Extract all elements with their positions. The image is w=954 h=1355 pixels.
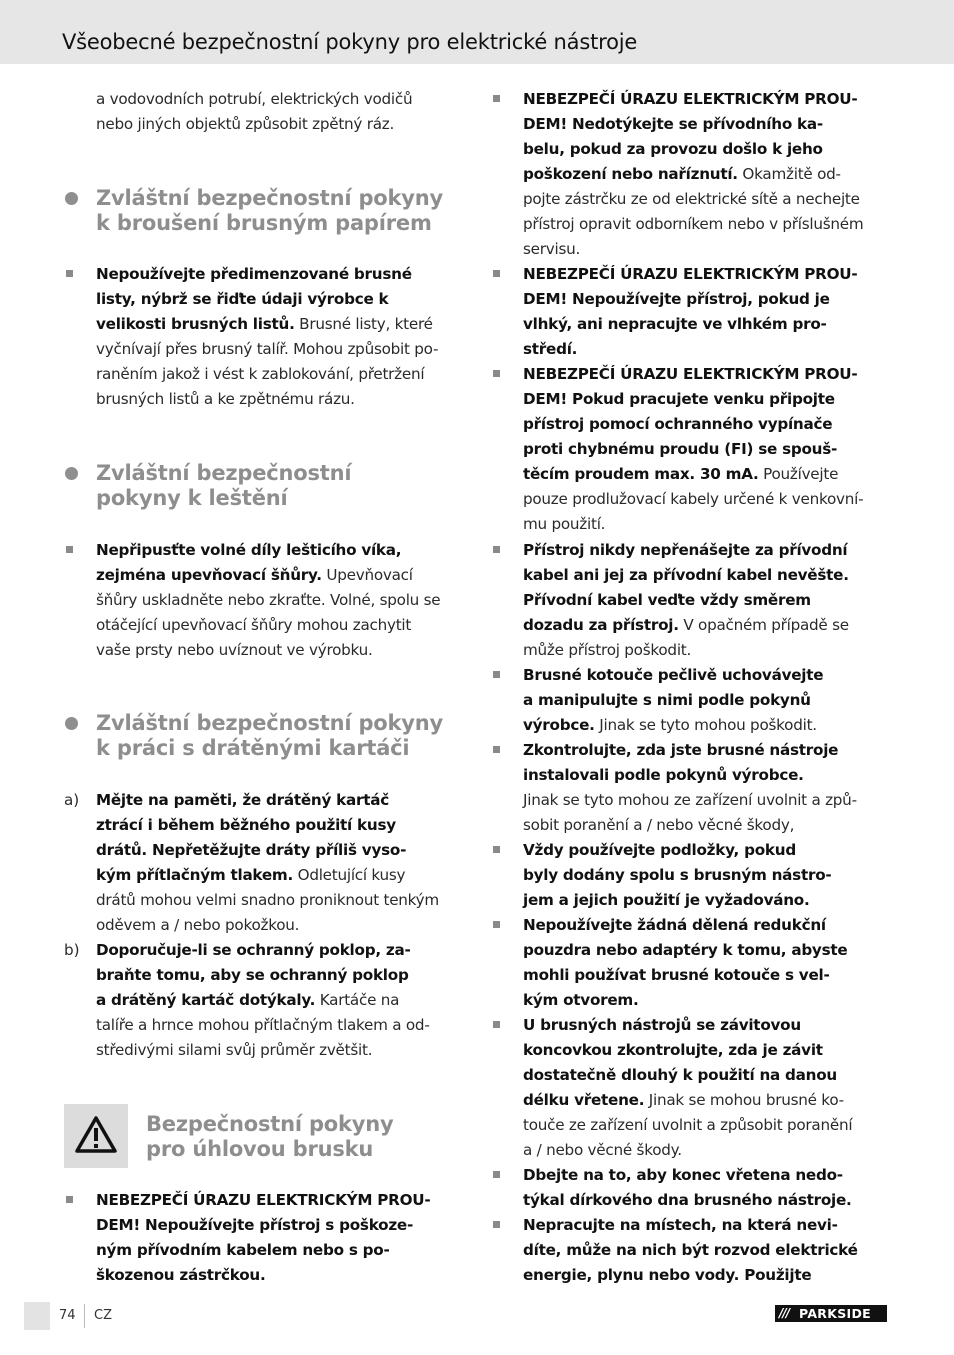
square-bullet-icon	[493, 746, 500, 753]
bold-text: Doporučuje-li se ochranný poklop, za-	[96, 941, 411, 959]
bold-text: Nepoužívejte předimenzované brusné	[96, 265, 412, 283]
list-item	[523, 1213, 858, 1288]
section-bullet-icon	[65, 467, 78, 480]
parkside-logo	[775, 1305, 887, 1322]
section-bullet-icon	[65, 192, 78, 205]
bold-text: díte, může na nich být rozvod elektrické	[523, 1241, 858, 1259]
square-bullet-icon	[493, 671, 500, 678]
list-item	[523, 87, 863, 262]
body-text: V opačném případě se	[678, 616, 849, 634]
list-item	[523, 738, 857, 838]
bold-text: výrobce.	[523, 716, 595, 734]
bold-text: délku vřetene.	[523, 1091, 645, 1109]
body-text: Okamžitě od-	[737, 165, 841, 183]
bold-text: týkal dírkového dna brusného nástroje.	[523, 1191, 852, 1209]
language-code: CZ	[94, 1308, 112, 1323]
bold-text: Brusné kotouče pečlivě uchovávejte	[523, 666, 824, 684]
square-bullet-icon	[493, 270, 500, 277]
square-bullet-icon	[493, 370, 500, 377]
list-item	[523, 1013, 852, 1163]
text-line: středivými silami svůj průměr zvětšit.	[96, 1041, 373, 1059]
text-line: Jinak se tyto mohou ze zařízení uvolnit a způ-	[523, 791, 857, 809]
body-text: Odletující kusy	[293, 866, 406, 884]
page-title: Všeobecné bezpečnostní pokyny pro elektrické nástroje	[62, 30, 638, 54]
bold-text: byly dodány spolu s brusným nástro-	[523, 866, 832, 884]
list-item	[523, 1163, 852, 1213]
bold-text: Dbejte na to, aby konec vřetena nedo-	[523, 1166, 843, 1184]
footer-tab	[24, 1302, 50, 1330]
bold-text: Nepřipusťte volné díly lešticího víka,	[96, 541, 402, 559]
heading-line: Zvláštní bezpečnostní	[96, 461, 352, 485]
text-line: a / nebo věcné škody.	[523, 1141, 682, 1159]
bold-text: Vždy používejte podložky, pokud	[523, 841, 796, 859]
list-item	[96, 1188, 430, 1288]
body-text: Jinak se tyto mohou poškodit.	[594, 716, 817, 734]
bold-text: Nepoužívejte žádná dělená redukční	[523, 916, 826, 934]
bold-text: listy, nýbrž se řiďte údaji výrobce k	[96, 290, 389, 308]
bold-text: a drátěný kartáč dotýkaly.	[96, 991, 316, 1009]
bold-text: U brusných nástrojů se závitovou	[523, 1016, 801, 1034]
text-line: talíře a hrnce mohou přítlačným tlakem a od-	[96, 1016, 430, 1034]
text-line: touče ze zařízení uvolnit a způsobit poranění	[523, 1116, 853, 1134]
bold-text: dozadu za přístroj.	[523, 616, 679, 634]
text-line: raněním jakož i vést k zablokování, přetržení	[96, 365, 425, 383]
body-text: Kartáče na	[315, 991, 400, 1009]
section-heading-wire-brushes	[96, 711, 443, 761]
text-line: mu použití.	[523, 515, 606, 533]
bold-text: kabel ani jej za přívodní kabel nevěšte.	[523, 566, 849, 584]
page-header	[0, 0, 954, 64]
footer-divider	[84, 1304, 85, 1328]
bold-text: velikosti brusných listů.	[96, 315, 295, 333]
body-text: Upevňovací	[321, 566, 413, 584]
square-bullet-icon	[66, 546, 73, 553]
bold-text: NEBEZPEČÍ ÚRAZU ELEKTRICKÝM PROU-	[523, 90, 858, 108]
bold-text: braňte tomu, aby se ochranný poklop	[96, 966, 409, 984]
section-heading-sanding	[96, 186, 443, 236]
square-bullet-icon	[493, 95, 500, 102]
bold-text: zejména upevňovací šňůry.	[96, 566, 322, 584]
text-line: brusných listů a ke zpětnému rázu.	[96, 390, 355, 408]
list-item	[96, 938, 430, 1063]
bold-text: a manipulujte s nimi podle pokynů	[523, 691, 811, 709]
square-bullet-icon	[493, 1171, 500, 1178]
bold-text: Mějte na paměti, že drátěný kartáč	[96, 791, 390, 809]
square-bullet-icon	[493, 1221, 500, 1228]
heading-line: Zvláštní bezpečnostní pokyny	[96, 186, 444, 210]
list-marker: b)	[64, 941, 80, 959]
square-bullet-icon	[493, 1021, 500, 1028]
bold-text: energie, plynu nebo vody. Použijte	[523, 1266, 812, 1284]
bold-text: koncovkou zkontrolujte, zda je závit	[523, 1041, 823, 1059]
square-bullet-icon	[66, 270, 73, 277]
bold-text: Nepracujte na místech, na která nevi-	[523, 1216, 838, 1234]
list-item	[523, 362, 863, 537]
text-line: nebo jiných objektů způsobit zpětný ráz.	[96, 115, 395, 133]
list-item	[523, 262, 857, 362]
list-item	[523, 538, 849, 663]
text-line: servisu.	[523, 240, 581, 258]
bold-text: DEM! Pokud pracujete venku připojte	[523, 390, 835, 408]
bold-text: středí.	[523, 340, 578, 358]
list-marker: a)	[64, 791, 80, 809]
text-line: přístroj opravit odborníkem nebo v příslušném	[523, 215, 864, 233]
bold-text: DEM! Nepoužívejte přístroj s poškoze-	[96, 1216, 414, 1234]
text-line: pouze prodlužovací kabely určené k venkovní-	[523, 490, 864, 508]
bold-text: mohli používat brusné kotouče s vel-	[523, 966, 830, 984]
bold-text: DEM! Nedotýkejte se přívodního ka-	[523, 115, 823, 133]
text-line: vyčnívají přes brusný talíř. Mohou způsobit po-	[96, 340, 439, 358]
bold-text: proti chybnému proudu (FI) se spouš-	[523, 440, 838, 458]
bold-text: drátů. Nepřetěžujte dráty příliš vyso-	[96, 841, 407, 859]
text-line: pojte zástrčku ze od elektrické sítě a nechejte	[523, 190, 860, 208]
bold-text: instalovali podle pokynů výrobce.	[523, 766, 804, 784]
intro-paragraph	[96, 87, 412, 137]
text-line: vaše prsty nebo uvíznout ve výrobku.	[96, 641, 373, 659]
bold-text: přístroj pomocí ochranného vypínače	[523, 415, 833, 433]
section-heading-angle-grinder	[146, 1112, 394, 1162]
bold-text: ztrácí i během běžného použití kusy	[96, 816, 396, 834]
bold-text: škozenou zástrčkou.	[96, 1266, 266, 1284]
heading-line: pro úhlovou brusku	[146, 1137, 374, 1161]
square-bullet-icon	[493, 546, 500, 553]
bold-text: Přístroj nikdy nepřenášejte za přívodní	[523, 541, 848, 559]
text-line: šňůry uskladněte nebo zkraťte. Volné, spolu se	[96, 591, 441, 609]
bold-text: NEBEZPEČÍ ÚRAZU ELEKTRICKÝM PROU-	[523, 265, 858, 283]
heading-line: Bezpečnostní pokyny	[146, 1112, 394, 1136]
bold-text: belu, pokud za provozu došlo k jeho	[523, 140, 823, 158]
bold-text: DEM! Nepoužívejte přístroj, pokud je	[523, 290, 830, 308]
text-line: drátů mohou velmi snadno proniknout tenkým	[96, 891, 439, 909]
list-item	[96, 788, 439, 938]
bold-text: ným přívodním kabelem nebo s po-	[96, 1241, 390, 1259]
bold-text: Zkontrolujte, zda jste brusné nástroje	[523, 741, 839, 759]
bold-text: dostatečně dlouhý k použití na danou	[523, 1066, 837, 1084]
bold-text: NEBEZPEČÍ ÚRAZU ELEKTRICKÝM PROU-	[96, 1191, 431, 1209]
text-line: a vodovodních potrubí, elektrických vodičů	[96, 90, 413, 108]
text-line: může přístroj poškodit.	[523, 641, 692, 659]
heading-line: Zvláštní bezpečnostní pokyny	[96, 711, 444, 735]
bold-text: jem a jejich použití je vyžadováno.	[523, 891, 810, 909]
logo-text: PARKSIDE	[799, 1306, 871, 1321]
list-item	[523, 838, 831, 913]
square-bullet-icon	[493, 846, 500, 853]
list-item	[96, 538, 440, 663]
list-item	[96, 262, 438, 412]
body-text: Používejte	[758, 465, 839, 483]
heading-line: k broušení brusným papírem	[96, 211, 432, 235]
list-item	[523, 663, 823, 738]
text-line: oděvem a / nebo pokožkou.	[96, 916, 300, 934]
list-item	[523, 913, 847, 1013]
bold-text: NEBEZPEČÍ ÚRAZU ELEKTRICKÝM PROU-	[523, 365, 858, 383]
warning-triangle-icon	[64, 1104, 128, 1168]
bold-text: kým otvorem.	[523, 991, 639, 1009]
bold-text: poškození nebo naříznutí.	[523, 165, 738, 183]
square-bullet-icon	[66, 1196, 73, 1203]
heading-line: pokyny k leštění	[96, 486, 288, 510]
bold-text: těcím proudem max. 30 mA.	[523, 465, 759, 483]
bold-text: kým přítlačným tlakem.	[96, 866, 294, 884]
bold-text: pouzdra nebo adaptéry k tomu, abyste	[523, 941, 848, 959]
warning-box	[64, 1104, 128, 1168]
bold-text: Přívodní kabel veďte vždy směrem	[523, 591, 811, 609]
text-line: sobit poranění a / nebo věcné škody,	[523, 816, 795, 834]
page-number: 74	[59, 1308, 76, 1323]
logo-slashes: ///	[779, 1306, 790, 1320]
section-heading-polishing	[96, 461, 351, 511]
heading-line: k práci s drátěnými kartáči	[96, 736, 410, 760]
body-text: Jinak se mohou brusné ko-	[644, 1091, 844, 1109]
text-line: otáčející upevňovací šňůry mohou zachytit	[96, 616, 412, 634]
bold-text: vlhký, ani nepracujte ve vlhkém pro-	[523, 315, 827, 333]
section-bullet-icon	[65, 717, 78, 730]
square-bullet-icon	[493, 921, 500, 928]
body-text: Brusné listy, které	[294, 315, 433, 333]
